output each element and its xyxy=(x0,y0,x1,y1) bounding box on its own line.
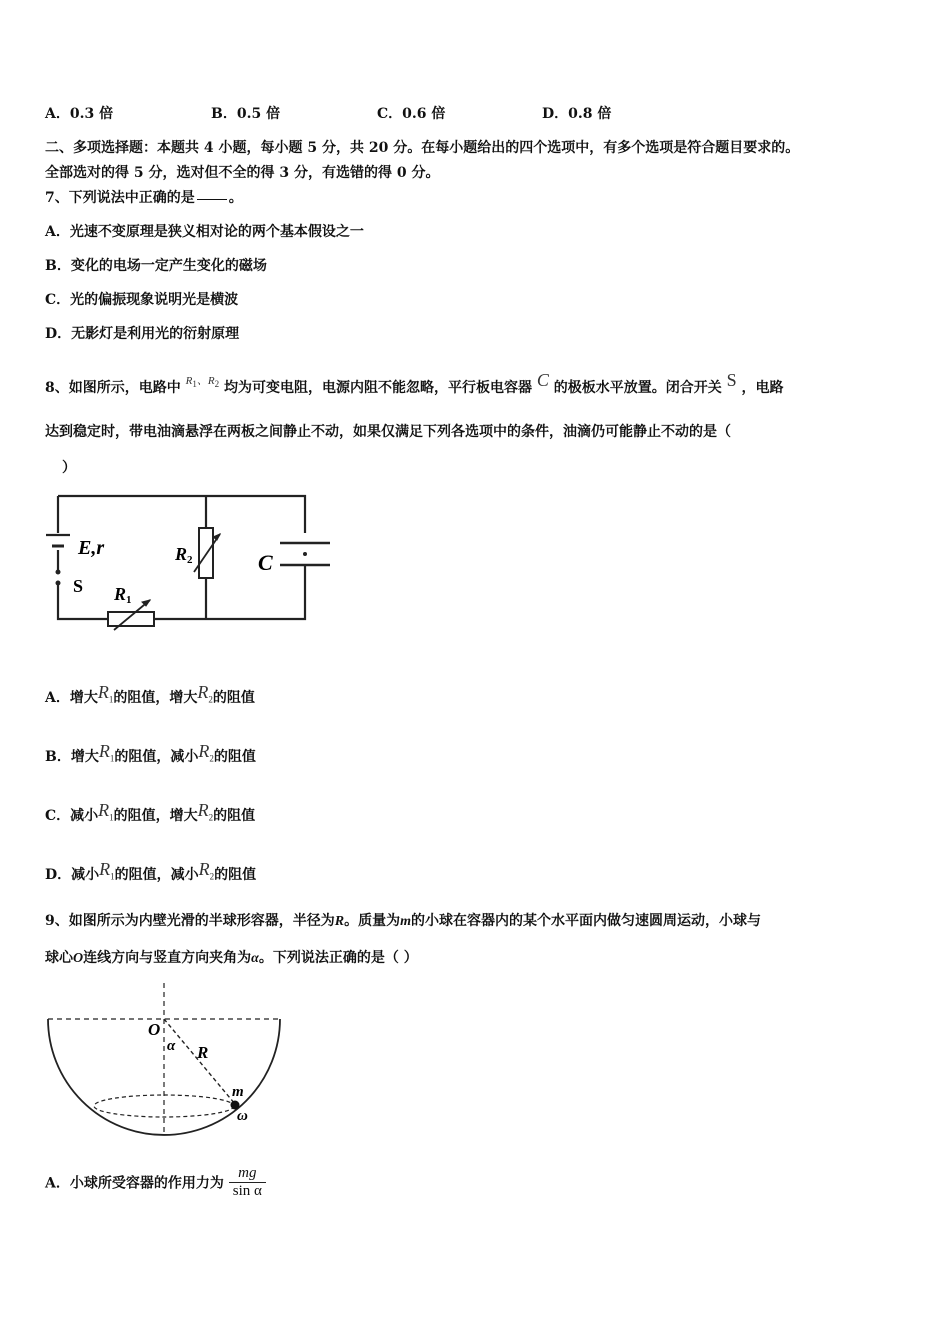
label-s: S xyxy=(73,576,84,596)
q8-var-r2: R2 xyxy=(207,375,220,390)
q8-option-d: D．减小$R_1$的阻值，减小$R_2$的阻值 xyxy=(45,859,257,883)
q8-option-b: B．增大$R_1$的阻值，减小$R_2$的阻值 xyxy=(45,741,256,765)
switch-symbol xyxy=(56,570,61,586)
q7-option-d: D．无影灯是利用光的衍射原理 xyxy=(45,326,240,342)
q8-text-3: 的极板水平放置。闭合开关 xyxy=(553,380,722,396)
section2-line1: 二、多项选择题：本题共 4 小题，每小题 5 分，共 20 分。在每小题给出的四个选项中，有多个选项是符合题目要求的。 xyxy=(45,140,800,156)
q8-option-c: C．减小$R_1$的阻值，增大$R_2$的阻值 xyxy=(45,800,256,824)
q8-stem-line2: 达到稳定时，带电油滴悬浮在两板之间静止不动，如果仅满足下列各选项中的条件，油滴仍可能静止不动的是（ xyxy=(45,424,731,440)
q6-option-b: B．0.5 倍 xyxy=(211,106,281,122)
q8-stem-line1 xyxy=(45,370,784,397)
q8-stem-line3: ） xyxy=(62,460,76,476)
battery-symbol xyxy=(46,535,70,546)
q6-option-d: D．0.8 倍 xyxy=(542,106,612,122)
label-m: m xyxy=(232,1084,244,1100)
circuit-diagram xyxy=(40,488,340,633)
label-omega: ω xyxy=(237,1108,248,1124)
q8-text-1: 8、如图所示，电路中 xyxy=(45,380,181,396)
q7-answer-blank xyxy=(197,199,227,200)
q8-option-a: A．增大$R_1$的阻值，增大$R_2$的阻值 xyxy=(45,682,255,706)
q7-option-b: B．变化的电场一定产生变化的磁场 xyxy=(45,258,267,274)
q8-var-s: S xyxy=(726,370,737,390)
q7-option-c: C．光的偏振现象说明光是横波 xyxy=(45,292,239,308)
label-er: E,r xyxy=(78,537,105,559)
section2-line2: 全部选对的得 5 分，选对但不全的得 3 分，有选错的得 0 分。 xyxy=(45,165,440,181)
q6-option-a: A．0.3 倍 xyxy=(45,106,114,122)
q9-stem-line1: 9、如图所示为内壁光滑的半球形容器，半径为R。质量为m的小球在容器内的某个水平面内做匀速圆周运动，小球与 xyxy=(45,913,761,929)
r2-variable-resistor xyxy=(194,528,220,578)
q7-stem-text: 7、下列说法中正确的是 xyxy=(45,190,195,206)
q6-option-c: C．0.6 倍 xyxy=(377,106,446,122)
q8-var-c: C xyxy=(536,370,549,390)
q7-stem xyxy=(45,187,243,207)
label-o: O xyxy=(148,1020,161,1039)
label-c: C xyxy=(258,550,273,575)
q9-stem-line2: 球心O连线方向与竖直方向夹角为α。下列说法正确的是（ ） xyxy=(45,950,418,966)
q8-text-2: 均为可变电阻，电源内阻不能忽略，平行板电容器 xyxy=(223,380,532,396)
q7-option-a: A．光速不变原理是狭义相对论的两个基本假设之一 xyxy=(45,224,364,240)
q8-var-r1: R1 xyxy=(185,375,197,390)
q8-text-4: ，电路 xyxy=(741,380,784,396)
fraction-mg-over-sin-alpha: $\frac{mg}{\text{sin α}}$ xyxy=(229,1165,266,1200)
label-r2: R2 xyxy=(175,544,193,566)
q9-option-a: A．小球所受容器的作用力为 $\frac{mg}{\text{sin α}}$ xyxy=(45,1165,266,1200)
q6-options xyxy=(0,103,950,123)
q7-stem-end: 。 xyxy=(228,190,243,206)
label-alpha: α xyxy=(167,1038,176,1054)
hemisphere-diagram xyxy=(40,980,290,1140)
q8-var-sep: 、 xyxy=(196,375,208,387)
label-r: R xyxy=(197,1043,209,1062)
oil-drop xyxy=(303,552,307,556)
circuit-wire-cap-bottom xyxy=(154,566,305,619)
label-r1: R1 xyxy=(114,584,132,606)
circuit-wire-top xyxy=(58,496,305,533)
